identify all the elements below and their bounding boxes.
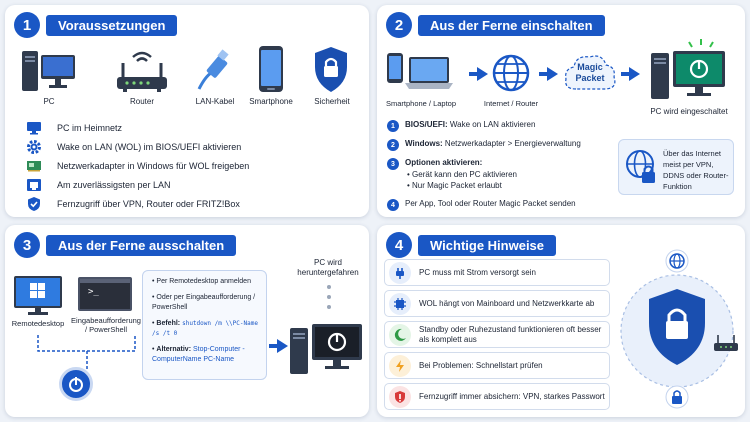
step-bold: Optionen aktivieren: xyxy=(405,158,483,167)
arrow-right-icon xyxy=(547,67,558,81)
arrow-right-icon xyxy=(477,67,488,81)
sub-options xyxy=(407,169,517,191)
shutdown-item: • Befehl: shutdown /m \\PC-Name /s /t 0 xyxy=(152,320,258,337)
shutdown-item-text: Per Remotedesktop anmelden xyxy=(156,278,251,285)
shutdown-item: • Oder per Eingabeaufforderung / PowerShell xyxy=(152,294,256,311)
requirement-text: Am zuverlässigsten per LAN xyxy=(57,180,171,190)
hint-text: PC muss mit Strom versorgt sein xyxy=(419,268,536,277)
magic-packet-label: Magic Packet xyxy=(575,62,605,83)
security-shield-icon xyxy=(313,45,349,95)
hint-item xyxy=(384,290,610,317)
lightning-icon xyxy=(389,355,411,377)
phone-laptop-icon xyxy=(385,51,457,95)
globe-lock-icon xyxy=(624,148,658,188)
shutdown-command: shutdown /m \\PC-Name /s /t 0 xyxy=(152,320,258,337)
step-number: 1 xyxy=(14,12,40,38)
ethernet-port-icon xyxy=(25,177,43,193)
panel-title: Aus der Ferne ausschalten xyxy=(46,235,236,256)
hint-item xyxy=(384,383,610,410)
flow-label-phone: Smartphone / Laptop xyxy=(385,99,457,108)
requirement-item xyxy=(25,139,241,155)
step-number-badge: 3 xyxy=(387,158,399,170)
device-label-pc: PC xyxy=(43,97,55,106)
vpn-note-box xyxy=(618,139,734,195)
panel-title: Aus der Ferne einschalten xyxy=(418,15,605,36)
requirement-item xyxy=(25,158,249,174)
step-number: 2 xyxy=(386,12,412,38)
hint-text: Standby oder Ruhezustand funktionieren oft besser als komplett aus xyxy=(419,324,602,344)
dots-icon xyxy=(325,283,333,313)
smartphone-icon xyxy=(256,45,286,95)
pc-power-on-icon xyxy=(649,35,729,101)
shutdown-item-bold: Alternativ: xyxy=(156,346,192,353)
panel-header xyxy=(386,232,556,258)
shutdown-item: • Alternativ: Stop-Computer -ComputerName PC-Name xyxy=(152,346,245,363)
hint-item xyxy=(384,321,610,348)
power-icon xyxy=(67,375,85,393)
panel-remote-power-on xyxy=(377,5,745,217)
shutdown-item-text: Oder per Eingabeaufforderung / PowerShell xyxy=(152,294,256,311)
step-bold: Windows: xyxy=(405,139,443,148)
terminal-icon xyxy=(78,277,132,311)
panel-title: Wichtige Hinweise xyxy=(418,235,556,256)
device-label-security: Sicherheit xyxy=(314,97,350,106)
chip-icon xyxy=(389,293,411,315)
pc-icon xyxy=(21,49,77,95)
device-label-router: Router xyxy=(129,97,154,106)
flow-label-pc-on: PC wird eingeschaltet xyxy=(650,107,728,116)
step-text: Wake on LAN aktivieren xyxy=(447,120,536,129)
gear-icon xyxy=(25,139,43,155)
shield-check-icon xyxy=(25,196,43,212)
step-number-badge: 1 xyxy=(387,120,399,132)
network-card-icon xyxy=(25,158,43,174)
remote-desktop-label: Remotedesktop xyxy=(11,319,65,328)
panel-header xyxy=(14,12,177,38)
hint-text: Bei Problemen: Schnellstart prüfen xyxy=(419,361,543,370)
remote-desktop-icon xyxy=(13,275,63,317)
requirement-text: Fernzugriff über VPN, Router oder FRITZ!Box xyxy=(57,199,240,209)
requirement-text: Netzwerkadapter in Windows für WOL freigeben xyxy=(57,161,250,171)
router-icon xyxy=(113,47,171,95)
shutdown-info-box xyxy=(142,270,267,380)
panel-header xyxy=(386,12,605,38)
pc-power-off-icon xyxy=(288,318,366,378)
hint-text: Fernzugriff immer absichern: VPN, starkes Passwort xyxy=(419,392,605,401)
step-bold: BIOS/UEFI: xyxy=(405,120,448,129)
step-item xyxy=(387,120,535,132)
step-number: 4 xyxy=(386,232,412,258)
panel-remote-shutdown xyxy=(5,225,369,417)
arrow-right-icon xyxy=(277,339,288,353)
requirement-item xyxy=(25,120,122,136)
requirement-text: Wake on LAN (WOL) im BIOS/UEFI aktivieren xyxy=(57,142,242,152)
device-label-lan-cable: LAN-Kabel xyxy=(195,97,235,106)
requirement-item xyxy=(25,177,171,193)
step-text: Per App, Tool oder Router Magic Packet senden xyxy=(405,199,576,208)
shutdown-item-bold: Befehl: xyxy=(156,320,181,327)
pc-shutdown-label: PC wird heruntergefahren xyxy=(297,258,359,277)
security-illustration xyxy=(617,247,743,413)
step-item xyxy=(387,199,576,211)
sub-option-text: Gerät kann den PC aktivieren xyxy=(412,170,517,179)
panel-title: Voraussetzungen xyxy=(46,15,177,36)
device-label-smartphone: Smartphone xyxy=(249,97,293,106)
hint-item xyxy=(384,352,610,379)
dashed-connector xyxy=(35,335,145,375)
sub-option: • Gerät kann den PC aktivieren xyxy=(407,170,517,179)
shutdown-command: Stop-Computer -ComputerName PC-Name xyxy=(152,346,245,363)
hint-text: WOL hängt von Mainboard und Netzwerkkarte ab xyxy=(419,299,595,308)
step-item xyxy=(387,139,581,151)
power-button[interactable] xyxy=(59,367,93,401)
requirement-item xyxy=(25,196,240,212)
globe-icon xyxy=(491,53,531,93)
flow-label-internet: Internet / Router xyxy=(483,99,539,108)
hint-item xyxy=(384,259,610,286)
shutdown-item: • Per Remotedesktop anmelden xyxy=(152,278,251,285)
arrow-right-icon xyxy=(629,67,640,81)
requirement-text: PC im Heimnetz xyxy=(57,123,123,133)
sub-option-text: Nur Magic Packet erlaubt xyxy=(412,181,502,190)
panel-header xyxy=(14,232,236,258)
terminal-prompt: >_ xyxy=(88,287,99,297)
sub-option: • Nur Magic Packet erlaubt xyxy=(407,181,502,190)
shield-alert-icon xyxy=(389,386,411,408)
step-number-badge: 2 xyxy=(387,139,399,151)
vpn-note-text: Über das Internet meist per VPN, DDNS oder Router-Funktion xyxy=(663,149,729,191)
terminal-label: Eingabeaufforderung / PowerShell xyxy=(71,316,141,334)
step-text: Netzwerkadapter > Energieverwaltung xyxy=(442,139,581,148)
monitor-icon xyxy=(25,120,43,136)
plug-icon xyxy=(389,262,411,284)
step-number-badge: 4 xyxy=(387,199,399,211)
step-number: 3 xyxy=(14,232,40,258)
panel-important-notes xyxy=(377,225,745,417)
panel-requirements xyxy=(5,5,369,217)
lan-cable-icon xyxy=(191,47,239,95)
moon-icon xyxy=(389,324,411,346)
